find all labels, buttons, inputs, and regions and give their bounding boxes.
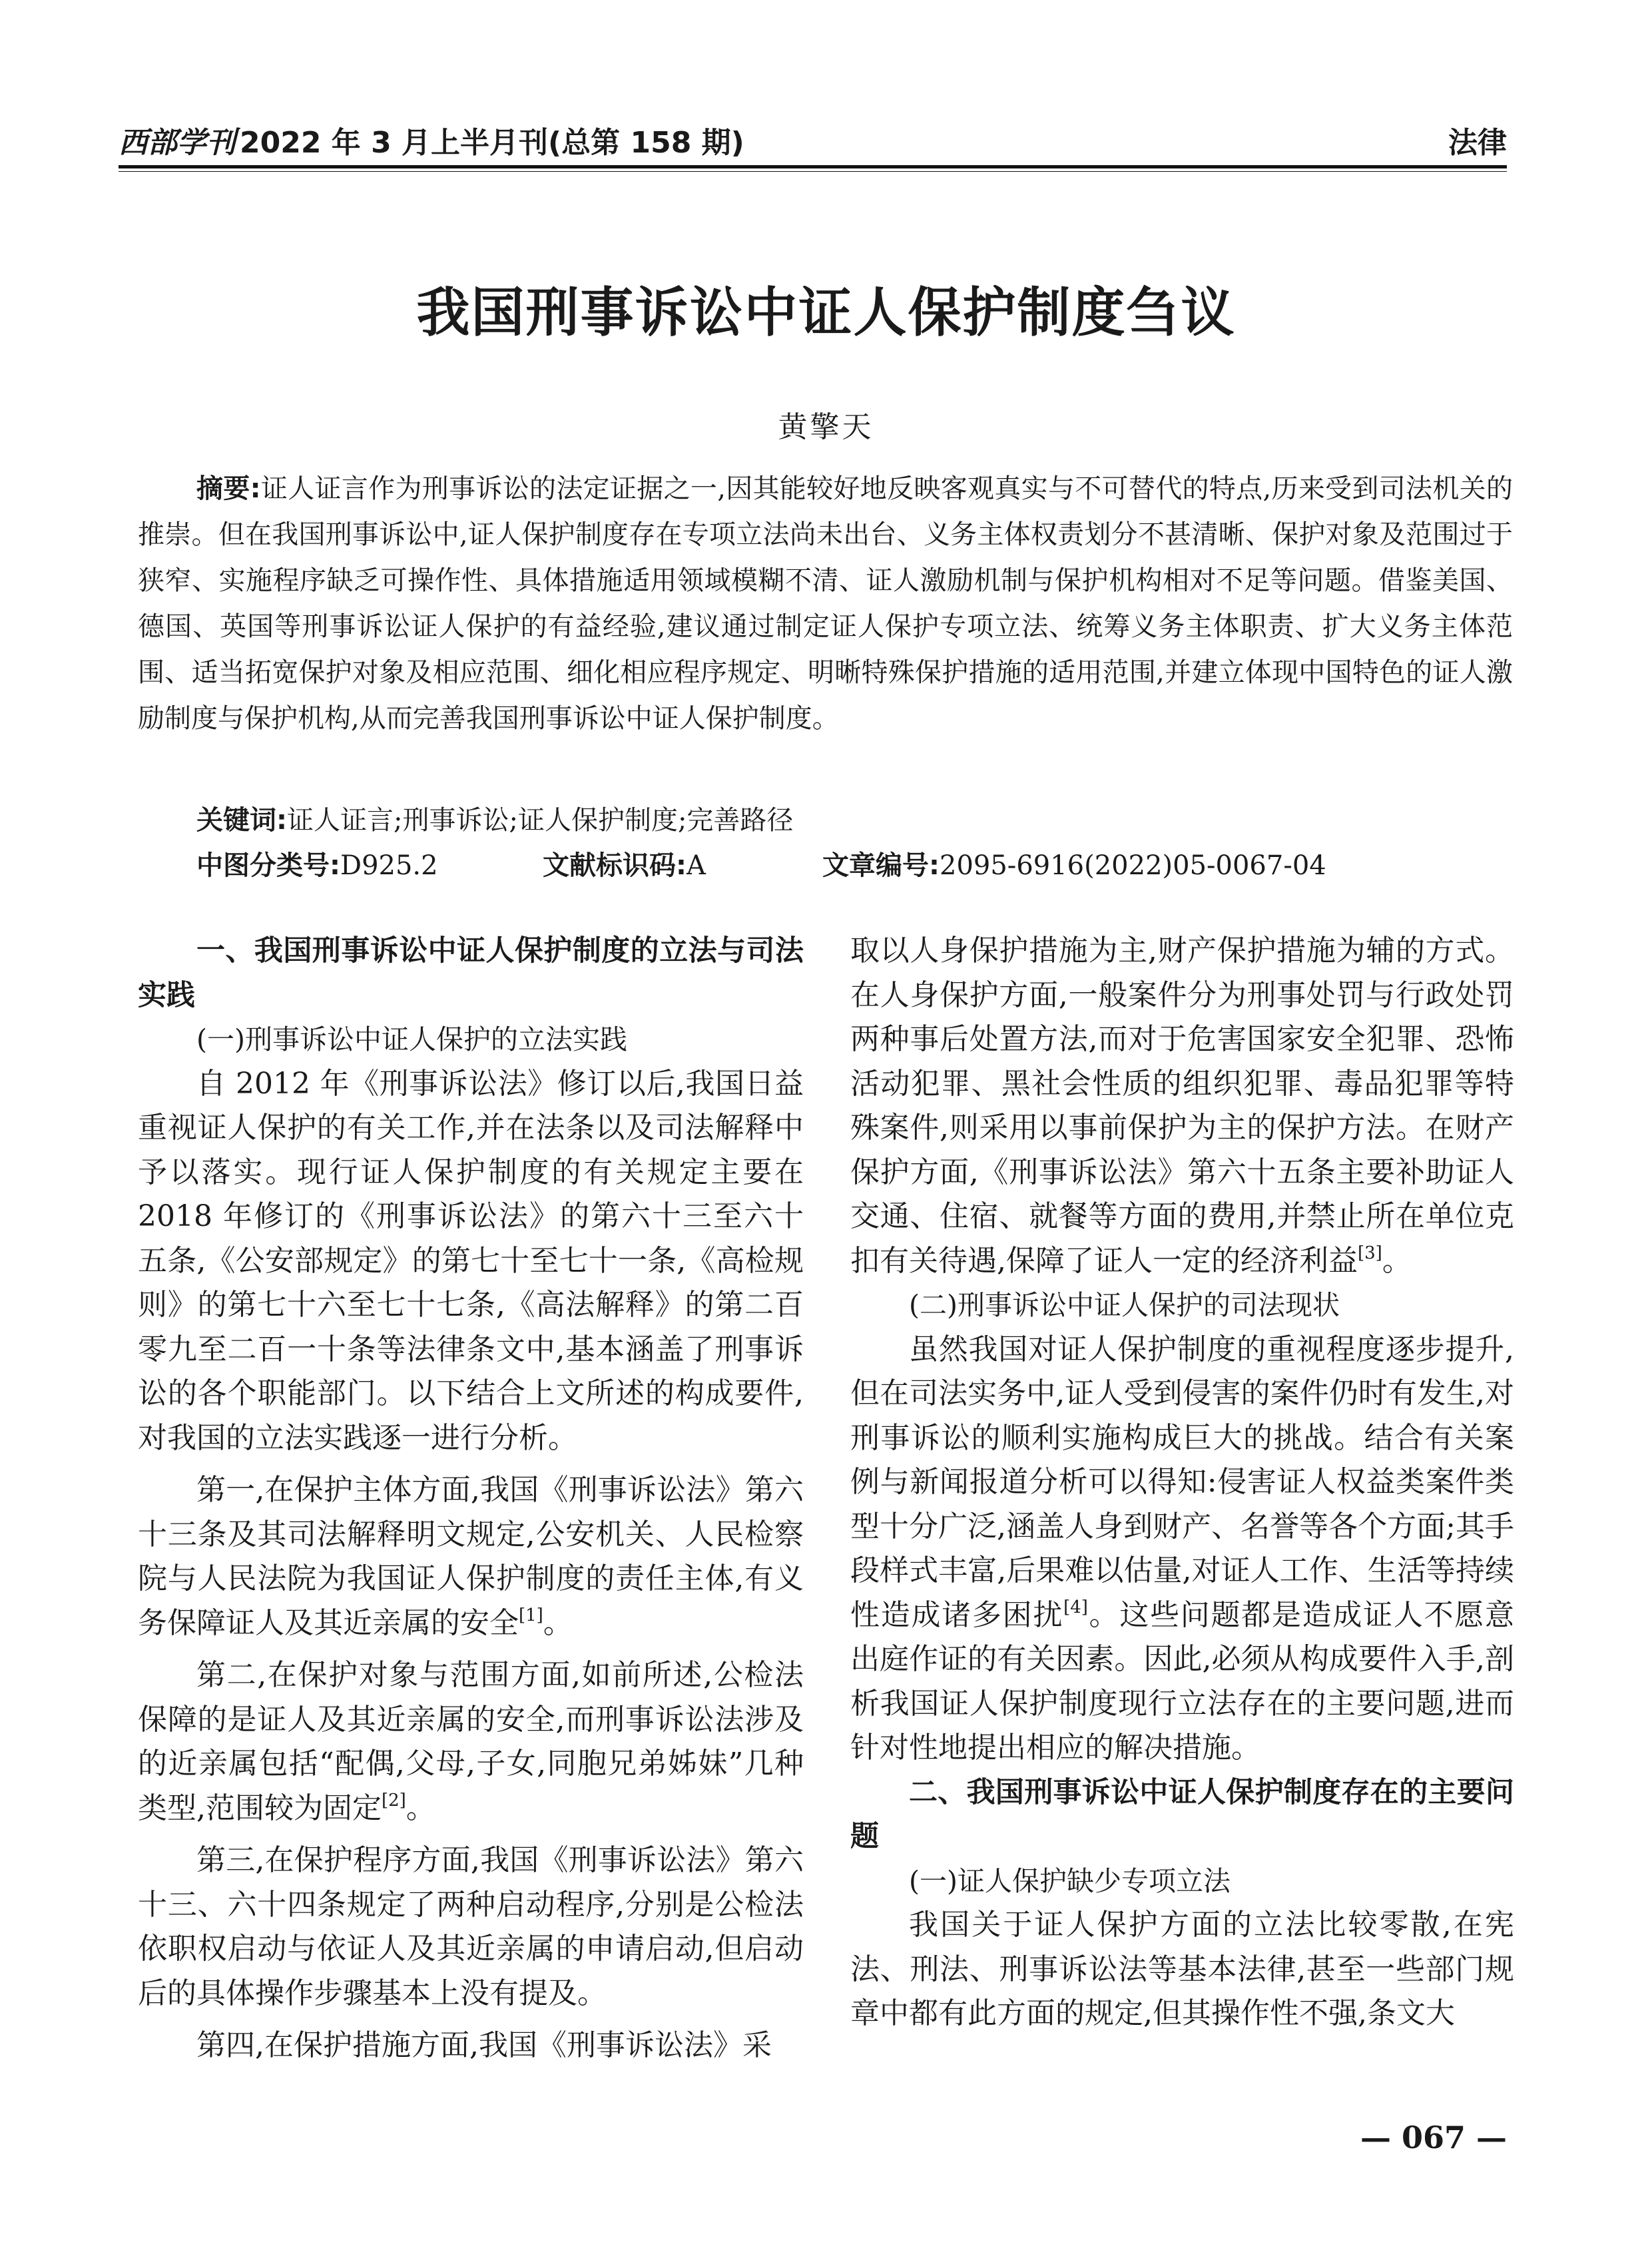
section-heading-2: 二、我国刑事诉讼中证人保护制度存在的主要问题: [850, 1775, 1514, 1853]
paragraph: [850, 929, 1514, 1283]
abstract-label: 摘要:: [196, 473, 261, 504]
paragraph-end: 。: [543, 1605, 573, 1640]
author-name: 黄擎天: [778, 410, 874, 444]
header-rule-thin: [119, 171, 1507, 172]
doc-code-value: A: [687, 850, 706, 881]
header-rule: [119, 165, 1507, 168]
paragraph-text: 取以人身保护措施为主,财产保护措施为辅的方式。在人身保护方面,一般案件分为刑事处罚与行政处罚两种事后处置方法,而对于危害国家安全犯罪、恐怖活动犯罪、黑社会性质的组织犯罪、毒品犯罪等特殊案件,则采用以事前保护为主的保护方法。在财产保护方面,《刑事诉讼法》第六十五条主要补助证人交通、住宿、就餐等方面的费用,并禁止所在单位克扣有关待遇,保障了证人一定的经济利益: [850, 934, 1514, 1278]
right-column: [850, 929, 1514, 2036]
paragraph-text: 第二,在保护对象与范围方面,如前所述,公检法保障的是证人及其近亲属的安全,而刑事诉讼法涉及的近亲属包括“配偶,父母,子女,同胞兄弟姊妹”几种类型,范围较为固定: [138, 1658, 804, 1825]
paragraph: [138, 1653, 804, 1830]
citation-ref: [1]: [519, 1605, 543, 1625]
paragraph: 我国关于证人保护方面的立法比较零散,在宪法、刑法、刑事诉讼法等基本法律,甚至一些部门规章中都有此方面的规定,但其操作性不强,条文大: [850, 1908, 1514, 2030]
abstract-text: 证人证言作为刑事诉讼的法定证据之一,因其能较好地反映客观真实与不可替代的特点,历来受到司法机关的推崇。但在我国刑事诉讼中,证人保护制度存在专项立法尚未出台、义务主体权责划分不甚清晰、保护对象及范围过于狭窄、实施程序缺乏可操作性、具体措施适用领域模糊不清、证人激励机制与保护机构相对不足等问题。借鉴美国、德国、英国等刑事诉讼证人保护的有益经验,建议通过制定证人保护专项立法、统筹义务主体职责、扩大义务主体范围、适当拓宽保护对象及相应范围、细化相应程序规定、明晰特殊保护措施的适用范围,并建立体现中国特色的证人激励制度与保护机构,从而完善我国刑事诉讼中证人保护制度。: [138, 473, 1513, 734]
journal-logo: 西部学刊: [119, 126, 236, 160]
paragraph-text: 虽然我国对证人保护制度的重视程度逐步提升,但在司法实务中,证人受到侵害的案件仍时有发生,对刑事诉讼的顺利实施构成巨大的挑战。结合有关案例与新闻报道分析可以得知:侵害证人权益类案件类型十分广泛,涵盖人身到财产、名誉等各个方面;其手段样式丰富,后果难以估量,对证人工作、生活等持续性造成诸多困扰: [850, 1332, 1514, 1632]
keywords-label: 关键词:: [196, 805, 287, 836]
paragraph: [850, 1328, 1514, 1771]
subsection-heading-3: (一)证人保护缺少专项立法: [909, 1864, 1231, 1897]
classification-row: [196, 844, 1326, 882]
article-number-value: 2095-6916(2022)05-0067-04: [940, 850, 1326, 881]
paragraph-end: 。: [1382, 1243, 1412, 1278]
citation-ref: [3]: [1358, 1243, 1382, 1263]
paragraph-end: 。: [406, 1791, 435, 1825]
article-number-label: 文章编号:: [822, 850, 940, 881]
citation-ref: [4]: [1063, 1597, 1088, 1617]
subsection-heading-2: (二)刑事诉讼中证人保护的司法现状: [909, 1289, 1340, 1321]
issue-info: 2022 年 3 月上半月刊(总第 158 期): [240, 126, 744, 160]
keywords-text: 证人证言;刑事诉讼;证人保护制度;完善路径: [287, 805, 794, 836]
subsection-heading-1: (一)刑事诉讼中证人保护的立法实践: [196, 1023, 627, 1055]
paragraph-text: 第一,在保护主体方面,我国《刑事诉讼法》第六十三条及其司法解释明文规定,公安机关、人民检察院与人民法院为我国证人保护制度的责任主体,有义务保障证人及其近亲属的安全: [138, 1473, 804, 1640]
clc-label: 中图分类号:: [196, 850, 340, 881]
left-column: [138, 929, 804, 2068]
section-heading-1: 一、我国刑事诉讼中证人保护制度的立法与司法实践: [138, 934, 804, 1012]
paragraph: 第三,在保护程序方面,我国《刑事诉讼法》第六十三、六十四条规定了两种启动程序,分别是公检法依职权启动与依证人及其近亲属的申请启动,但启动后的具体操作步骤基本上没有提及。: [138, 1843, 804, 2010]
abstract: [138, 466, 1513, 742]
doc-code-label: 文献标识码:: [543, 850, 687, 881]
citation-ref: [2]: [382, 1790, 406, 1811]
article-title: 我国刑事诉讼中证人保护制度刍议: [416, 282, 1236, 344]
paragraph-text-cont: 。这些问题都是造成证人不愿意出庭作证的有关因素。因此,必须从构成要件入手,剖析我国证人保护制度现行立法存在的主要问题,进而针对性地提出相应的解决措施。: [850, 1597, 1515, 1765]
keywords: [196, 799, 793, 837]
running-header-journal: [119, 119, 744, 161]
paragraph: [138, 1468, 804, 1645]
paragraph: 第四,在保护措施方面,我国《刑事诉讼法》采: [196, 2028, 772, 2062]
paragraph: 自 2012 年《刑事诉讼法》修订以后,我国日益重视证人保护的有关工作,并在法条以及司法解释中予以落实。现行证人保护制度的有关规定主要在 2018 年修订的《刑事诉讼法》的第六十三至六十五条,《公安部规定》的第七十至七十一条,《高检规则》的第七十六至七十七条,《高法解释》的第二百零九至二百一十条等法律条文中,基本涵盖了刑事诉讼的各个职能部门。以下结合上文所述的构成要件,对我国的立法实践逐一进行分析。: [138, 1066, 804, 1455]
page-number: — 067 —: [1360, 2119, 1507, 2155]
clc-value: D925.2: [340, 850, 438, 881]
section-label: 法律: [1448, 126, 1507, 160]
